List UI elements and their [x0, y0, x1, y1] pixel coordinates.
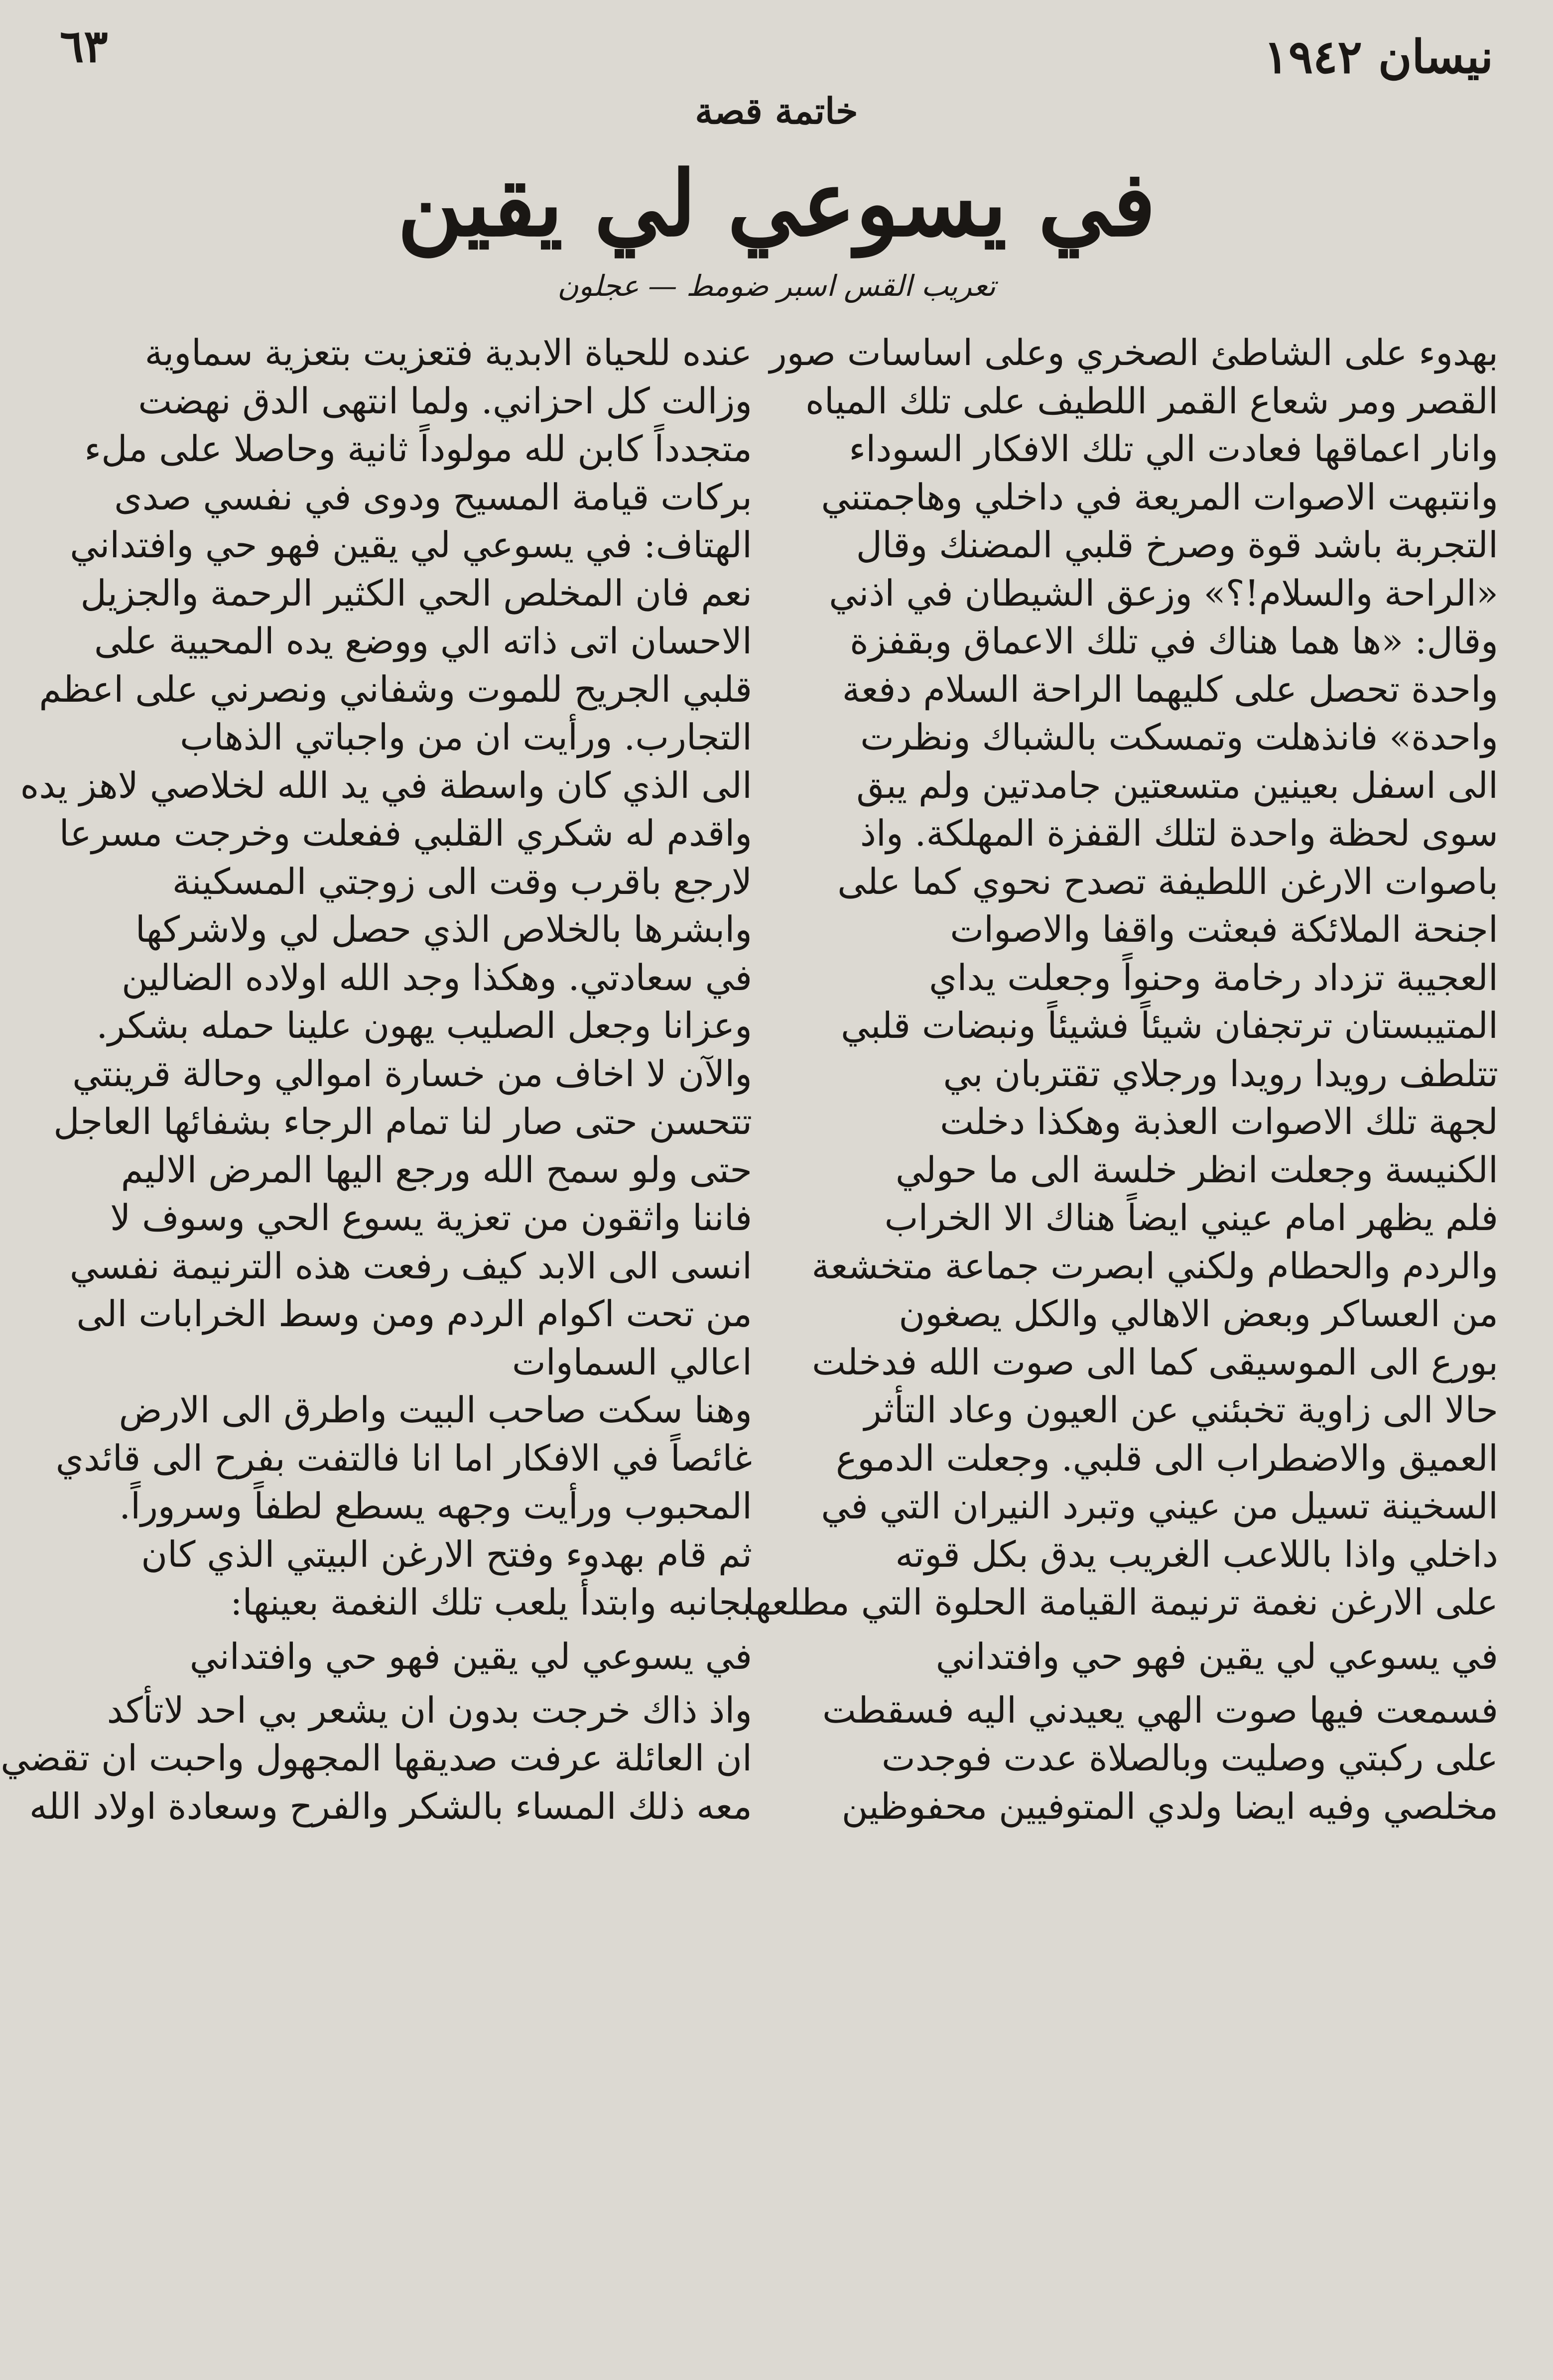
- text-line: انسى الى الابد كيف رفعت هذه الترنيمة نفسي: [69, 1245, 752, 1287]
- text-line: على الارغن نغمة ترنيمة القيامة الحلوة التي مطلعها: [744, 1581, 1498, 1623]
- left-column: [0, 329, 752, 1830]
- text-line: التجارب. ورأيت ان من واجباتي الذهاب: [180, 716, 752, 758]
- page-number: ٦٣: [60, 20, 108, 73]
- text-line: اعالي السماوات: [512, 1341, 752, 1383]
- text-line: الهتاف: في يسوعي لي يقين فهو حي وافتداني: [70, 524, 752, 566]
- text-line: حتى ولو سمح الله ورجع اليها المرض الاليم: [121, 1148, 752, 1191]
- text-line: الى الذي كان واسطة في يد الله لخلاصي لاهز يده: [20, 764, 752, 806]
- text-line: وقال: «ها هما هناك في تلك الاعماق وبقفزة: [850, 620, 1498, 662]
- hymn-verse: في يسوعي لي يقين فهو حي وافتداني: [189, 1635, 752, 1677]
- text-line: الاحسان اتى ذاته الي ووضع يده المحيية على: [94, 620, 752, 662]
- text-line: سوى لحظة واحدة لتلك القفزة المهلكة. واذ: [860, 812, 1498, 854]
- text-line: وزالت كل احزاني. ولما انتهى الدق نهضت: [138, 379, 752, 422]
- text-line: المحبوب ورأيت وجهه يسطع لطفاً وسروراً.: [119, 1485, 752, 1527]
- text-line: من تحت اكوام الردم ومن وسط الخرابات الى: [76, 1293, 752, 1335]
- text-line: بجانبه وابتدأ يلعب تلك النغمة بعينها:: [230, 1581, 752, 1623]
- article-byline: تعريب القس اسبر ضومط — عجلون: [557, 269, 996, 303]
- right-column: [744, 329, 1498, 1830]
- text-line: من العساكر وبعض الاهالي والكل يصغون: [899, 1293, 1498, 1335]
- hymn-verse: في يسوعي لي يقين فهو حي وافتداني: [935, 1635, 1498, 1677]
- text-line: بورع الى الموسيقى كما الى صوت الله فدخلت: [812, 1341, 1498, 1383]
- text-line: العجيبة تزداد رخامة وحنواً وجعلت يداي: [929, 956, 1498, 999]
- text-line: وانتبهت الاصوات المريعة في داخلي وهاجمتني: [821, 476, 1498, 518]
- text-line: بركات قيامة المسيح ودوى في نفسي صدى: [114, 476, 752, 518]
- text-line: تتحسن حتى صار لنا تمام الرجاء بشفائها العاجل: [53, 1101, 752, 1142]
- text-line: المتيبستان ترتجفان شيئاً فشيئاً ونبضات قلبي: [841, 1004, 1498, 1046]
- text-line: بهدوء على الشاطئ الصخري وعلى اساسات صور: [769, 332, 1498, 374]
- text-line: نعم فان المخلص الحي الكثير الرحمة والجزيل: [80, 572, 752, 614]
- text-line: الى اسفل بعينين متسعتين جامدتين ولم يبق: [856, 764, 1498, 806]
- text-line: واحدة» فانذهلت وتمسكت بالشباك ونظرت: [860, 716, 1498, 758]
- text-line: السخينة تسيل من عيني وتبرد النيران التي في: [821, 1485, 1498, 1527]
- text-line: فسمعت فيها صوت الهي يعيدني اليه فسقطت: [822, 1689, 1498, 1731]
- text-line: فلم يظهر امام عيني ايضاً هناك الا الخراب: [884, 1197, 1498, 1239]
- text-line: على ركبتي وصليت وبالصلاة عدت فوجدت: [882, 1737, 1498, 1779]
- text-line: تتلطف رويدا رويدا ورجلاي تقتربان بي: [943, 1052, 1498, 1095]
- text-line: واحدة تحصل على كليهما الراحة السلام دفعة: [842, 668, 1498, 710]
- text-line: وهنا سكت صاحب البيت واطرق الى الارض: [119, 1389, 752, 1431]
- text-line: واقدم له شكري القلبي ففعلت وخرجت مسرعا: [59, 812, 752, 854]
- issue-date: نيسان ١٩٤٢: [1264, 30, 1493, 84]
- text-line: وعزانا وجعل الصليب يهون علينا حمله بشكر.: [96, 1004, 752, 1046]
- text-line: غائصاً في الافكار اما انا فالتفت بفرح الى قائدي: [55, 1437, 752, 1479]
- text-line: مخلصي وفيه ايضا ولدي المتوفيين محفوظين: [841, 1785, 1498, 1827]
- text-line: «الراحة والسلام!؟» وزعق الشيطان في اذني: [829, 572, 1498, 614]
- text-line: اجنحة الملائكة فبعثت واقفا والاصوات: [950, 908, 1498, 950]
- text-line: باصوات الارغن اللطيفة تصدح نحوي كما على: [837, 860, 1498, 902]
- text-line: التجربة باشد قوة وصرخ قلبي المضنك وقال: [856, 524, 1498, 566]
- text-line: عنده للحياة الابدية فتعزيت بتعزية سماوية: [144, 332, 752, 374]
- text-line: معه ذلك المساء بالشكر والفرح وسعادة اولاد الله: [29, 1785, 752, 1827]
- text-line: فاننا واثقون من تعزية يسوع الحي وسوف لا: [110, 1197, 752, 1239]
- text-line: متجدداً كابن لله مولوداً ثانية وحاصلا على ملء: [84, 428, 752, 470]
- text-line: لارجع باقرب وقت الى زوجتي المسكينة: [172, 860, 752, 902]
- text-line: حالا الى زاوية تخبئني عن العيون وعاد التأثر: [864, 1389, 1498, 1431]
- article-kicker: خاتمة قصة: [695, 90, 858, 132]
- text-line: لجهة تلك الاصوات العذبة وهكذا دخلت: [940, 1101, 1498, 1142]
- text-line: وابشرها بالخلاص الذي حصل لي ولاشركها: [135, 908, 752, 950]
- text-line: ان العائلة عرفت صديقها المجهول واحبت ان تقضي: [0, 1737, 752, 1779]
- text-line: وانار اعماقها فعادت الي تلك الافكار السوداء: [849, 428, 1498, 470]
- text-line: العميق والاضطراب الى قلبي. وجعلت الدموع: [836, 1437, 1498, 1479]
- text-line: القصر ومر شعاع القمر اللطيف على تلك المياه: [805, 379, 1498, 422]
- text-line: قلبي الجريح للموت وشفاني ونصرني على اعظم: [39, 668, 752, 710]
- text-line: ثم قام بهدوء وفتح الارغن البيتي الذي كان: [141, 1533, 752, 1575]
- text-line: والردم والحطام ولكني ابصرت جماعة متخشعة: [811, 1245, 1498, 1287]
- text-line: داخلي واذا باللاعب الغريب يدق بكل قوته: [895, 1533, 1498, 1575]
- text-line: في سعادتي. وهكذا وجد الله اولاده الضالين: [122, 956, 752, 999]
- text-line: والآن لا اخاف من خسارة اموالي وحالة قرينتي: [72, 1052, 752, 1095]
- text-line: الكنيسة وجعلت انظر خلسة الى ما حولي: [896, 1148, 1498, 1191]
- article-title: في يسوعي لي يقين: [397, 151, 1156, 256]
- text-line: واذ ذاك خرجت بدون ان يشعر بي احد لاتأكد: [107, 1689, 752, 1731]
